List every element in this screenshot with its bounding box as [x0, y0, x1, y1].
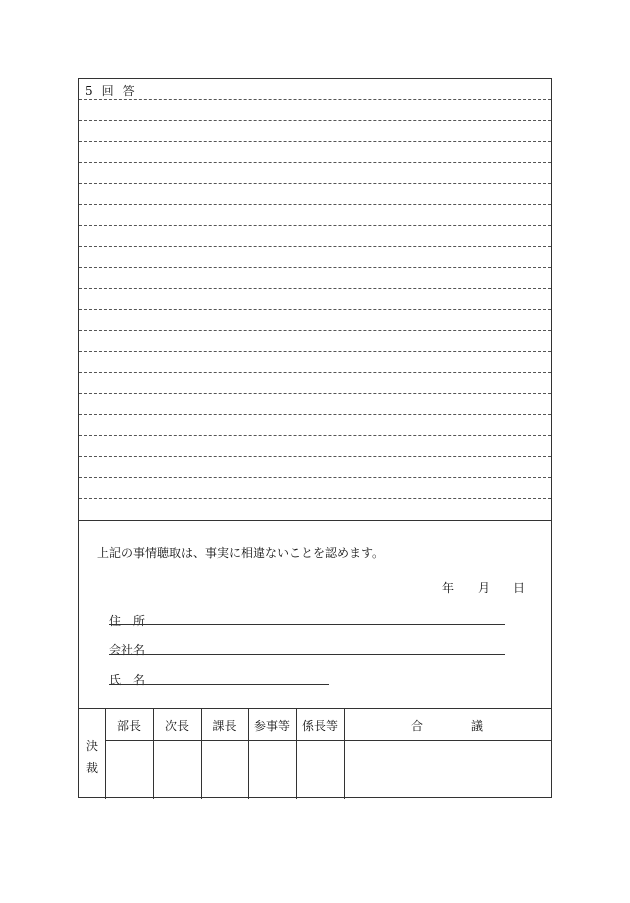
answer-line[interactable]	[79, 435, 551, 436]
answer-number: 5	[85, 84, 94, 98]
answer-line[interactable]	[79, 498, 551, 499]
date-year-label: 年	[442, 581, 455, 595]
confirmation-statement: 上記の事情聴取は、事実に相違ないことを認めます。	[97, 546, 385, 560]
header-sanji: 参事等	[253, 719, 290, 733]
column-divider	[344, 709, 345, 799]
answer-line[interactable]	[79, 309, 551, 310]
answer-section	[79, 79, 551, 522]
answer-line[interactable]	[79, 351, 551, 352]
header-kacho: 課長	[212, 719, 237, 733]
answer-line[interactable]	[79, 267, 551, 268]
answer-line[interactable]	[79, 477, 551, 478]
name-label: 氏 名	[109, 673, 146, 687]
header-row-divider	[105, 740, 551, 741]
kessai-label-2: 裁	[85, 761, 98, 775]
header-bucho: 部長	[116, 719, 141, 733]
address-label: 住 所	[109, 614, 146, 628]
answer-line[interactable]	[79, 393, 551, 394]
answer-line[interactable]	[79, 456, 551, 457]
company-field[interactable]	[109, 654, 505, 655]
kessai-label-1: 決	[85, 739, 98, 753]
date-day-label: 日	[513, 581, 526, 595]
name-field[interactable]	[109, 684, 329, 685]
answer-line[interactable]	[79, 288, 551, 289]
answer-line[interactable]	[79, 246, 551, 247]
date-month-label: 月	[478, 581, 491, 595]
address-field[interactable]	[109, 624, 505, 625]
answer-line[interactable]	[79, 372, 551, 373]
answer-line[interactable]	[79, 330, 551, 331]
approval-table	[79, 708, 551, 799]
answer-label-2: 答	[122, 84, 136, 98]
header-consult-1: 合	[411, 719, 424, 733]
answer-line[interactable]	[79, 414, 551, 415]
answer-section-bottom-border	[79, 520, 551, 521]
form-frame	[78, 78, 552, 798]
answer-label-1: 回	[101, 84, 115, 98]
answer-line[interactable]	[79, 99, 551, 100]
answer-line[interactable]	[79, 141, 551, 142]
header-consult-2: 議	[471, 719, 484, 733]
answer-heading	[85, 82, 136, 99]
answer-line[interactable]	[79, 225, 551, 226]
answer-line[interactable]	[79, 204, 551, 205]
answer-line[interactable]	[79, 120, 551, 121]
answer-line[interactable]	[79, 162, 551, 163]
answer-line[interactable]	[79, 183, 551, 184]
header-kakaricho: 係長等	[301, 719, 338, 733]
company-label: 会社名	[109, 643, 146, 657]
header-jicho: 次長	[164, 719, 189, 733]
